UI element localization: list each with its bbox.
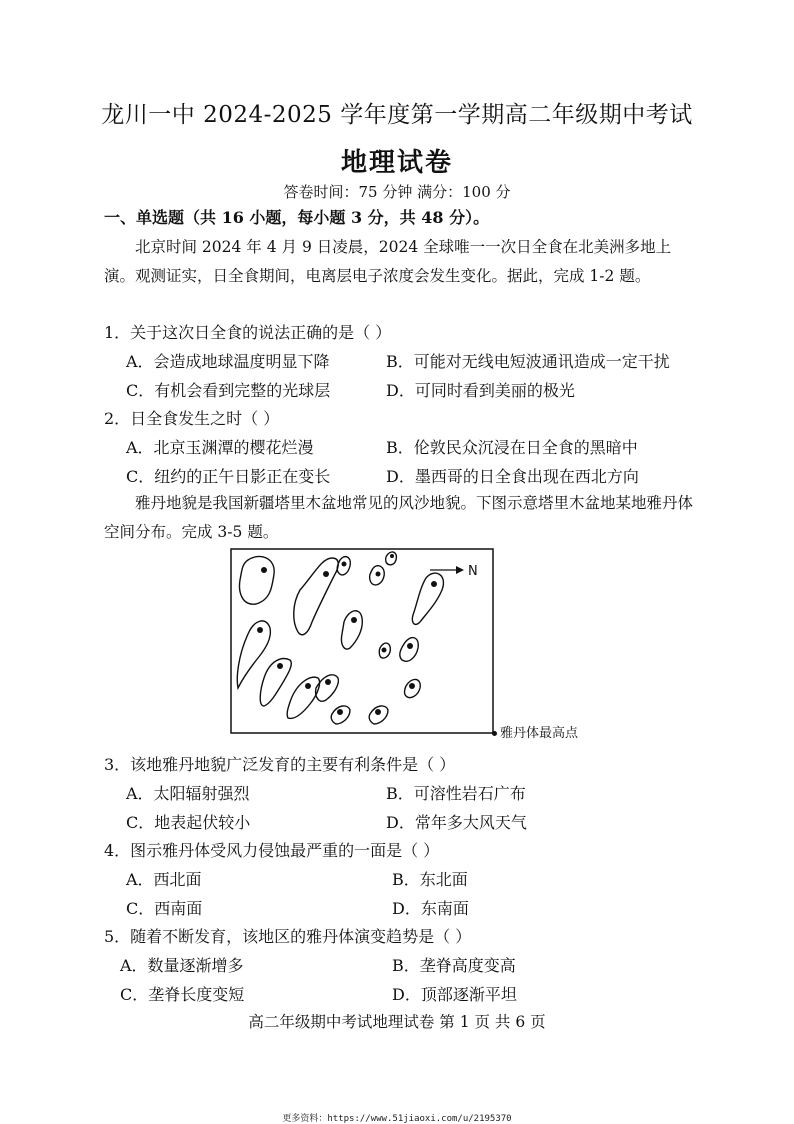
exam-info: 答卷时间：75 分钟 满分：100 分 (283, 183, 511, 201)
question-5-option-b: B．垄脊高度变高 (392, 956, 516, 975)
question-3-option-a: A．太阳辐射强烈 (126, 784, 250, 803)
question-2-option-a: A．北京玉渊潭的樱花烂漫 (126, 438, 314, 457)
exam-title: 龙川一中 2024-2025 学年度第一学期高二年级期中考试 (101, 102, 693, 128)
page-footer: 高二年级期中考试地理试卷 第 1 页 共 6 页 (248, 1013, 546, 1031)
question-1-option-a: A．会造成地球温度明显下降 (126, 352, 330, 371)
legend-dot-icon (492, 731, 497, 736)
yardang-peak-dot (390, 554, 394, 558)
yardang-peak-dot (261, 567, 267, 573)
question-2-stem: 2．日全食发生之时（ ） (104, 409, 280, 428)
question-5-option-a: A．数量逐渐增多 (120, 956, 244, 975)
question-2-option-d: D．墨西哥的日全食出现在西北方向 (386, 467, 639, 486)
yardang-peak-dot (257, 627, 263, 633)
yardang-peak-dot (376, 572, 381, 577)
source-link[interactable]: 更多资料：https://www.51jiaoxi.com/u/2195370 (282, 1114, 512, 1124)
question-3-option-b: B．可溶性岩石广布 (386, 784, 526, 803)
map-legend (492, 722, 578, 741)
question-2-option-b: B．伦敦民众沉浸在日全食的黑暗中 (386, 438, 638, 457)
question-1-option-d: D．可同时看到美丽的极光 (386, 381, 575, 400)
question-5-stem: 5．随着不断发育，该地区的雅丹体演变趋势是（ ） (104, 927, 472, 946)
yardang-peak-dot (407, 643, 413, 649)
passage-1: 北京时间 2024 年 4 月 9 日凌晨，2024 全球唯一一次日全食在北美洲多地上演。观测证实，日全食期间，电离层电子浓度会发生变化。据此，完成 1-2 题。 (104, 238, 672, 285)
question-5-option-d: D．顶部逐渐平坦 (392, 985, 517, 1004)
question-3-stem: 3．该地雅丹地貌广泛发育的主要有利条件是（ ） (104, 755, 456, 774)
yardang-peak-dot (305, 683, 311, 689)
yardang-peak-dot (342, 562, 347, 567)
question-3-option-c: C．地表起伏较小 (126, 813, 251, 832)
question-4-option-c: C．西南面 (126, 899, 203, 918)
legend-label: 雅丹体最高点 (500, 726, 579, 741)
question-4-option-a: A．西北面 (126, 870, 202, 889)
map-frame (231, 549, 493, 733)
north-label: N (468, 564, 478, 579)
yardang-peak-dot (431, 581, 437, 587)
question-1-stem: 1．关于这次日全食的说法正确的是（ ） (104, 323, 392, 342)
question-4-stem: 4．图示雅丹体受风力侵蚀最严重的一面是（ ） (104, 841, 440, 860)
yardang-peak-dot (351, 617, 357, 623)
section-heading: 一、单选题（共 16 小题，每小题 3 分，共 48 分）。 (104, 208, 490, 227)
question-3-option-d: D．常年多大风天气 (386, 813, 527, 832)
yardang-peak-dot (277, 663, 283, 669)
question-4-option-d: D．东南面 (392, 899, 469, 918)
question-5-option-c: C．垄脊长度变短 (120, 985, 245, 1004)
yardang-peak-dot (323, 571, 329, 577)
question-1-option-c: C．有机会看到完整的光球层 (126, 381, 331, 400)
yardang-peak-dot (325, 679, 331, 685)
passage-2: 雅丹地貌是我国新疆塔里木盆地常见的风沙地貌。下图示意塔里木盆地某地雅丹体空间分布。完成 3-5 题。 (104, 494, 694, 541)
question-2-option-c: C．纽约的正午日影正在变长 (126, 467, 331, 486)
question-4-option-b: B．东北面 (392, 870, 468, 889)
yardang-peak-dot (409, 683, 415, 689)
yardang-map (230, 548, 494, 734)
yardang-peak-dot (375, 709, 381, 715)
question-1-option-b: B．可能对无线电短波通讯造成一定干扰 (386, 352, 670, 371)
subject-title: 地理试卷 (340, 148, 453, 178)
yardang-peak-dot (382, 648, 387, 653)
yardang-peak-dot (337, 709, 343, 715)
